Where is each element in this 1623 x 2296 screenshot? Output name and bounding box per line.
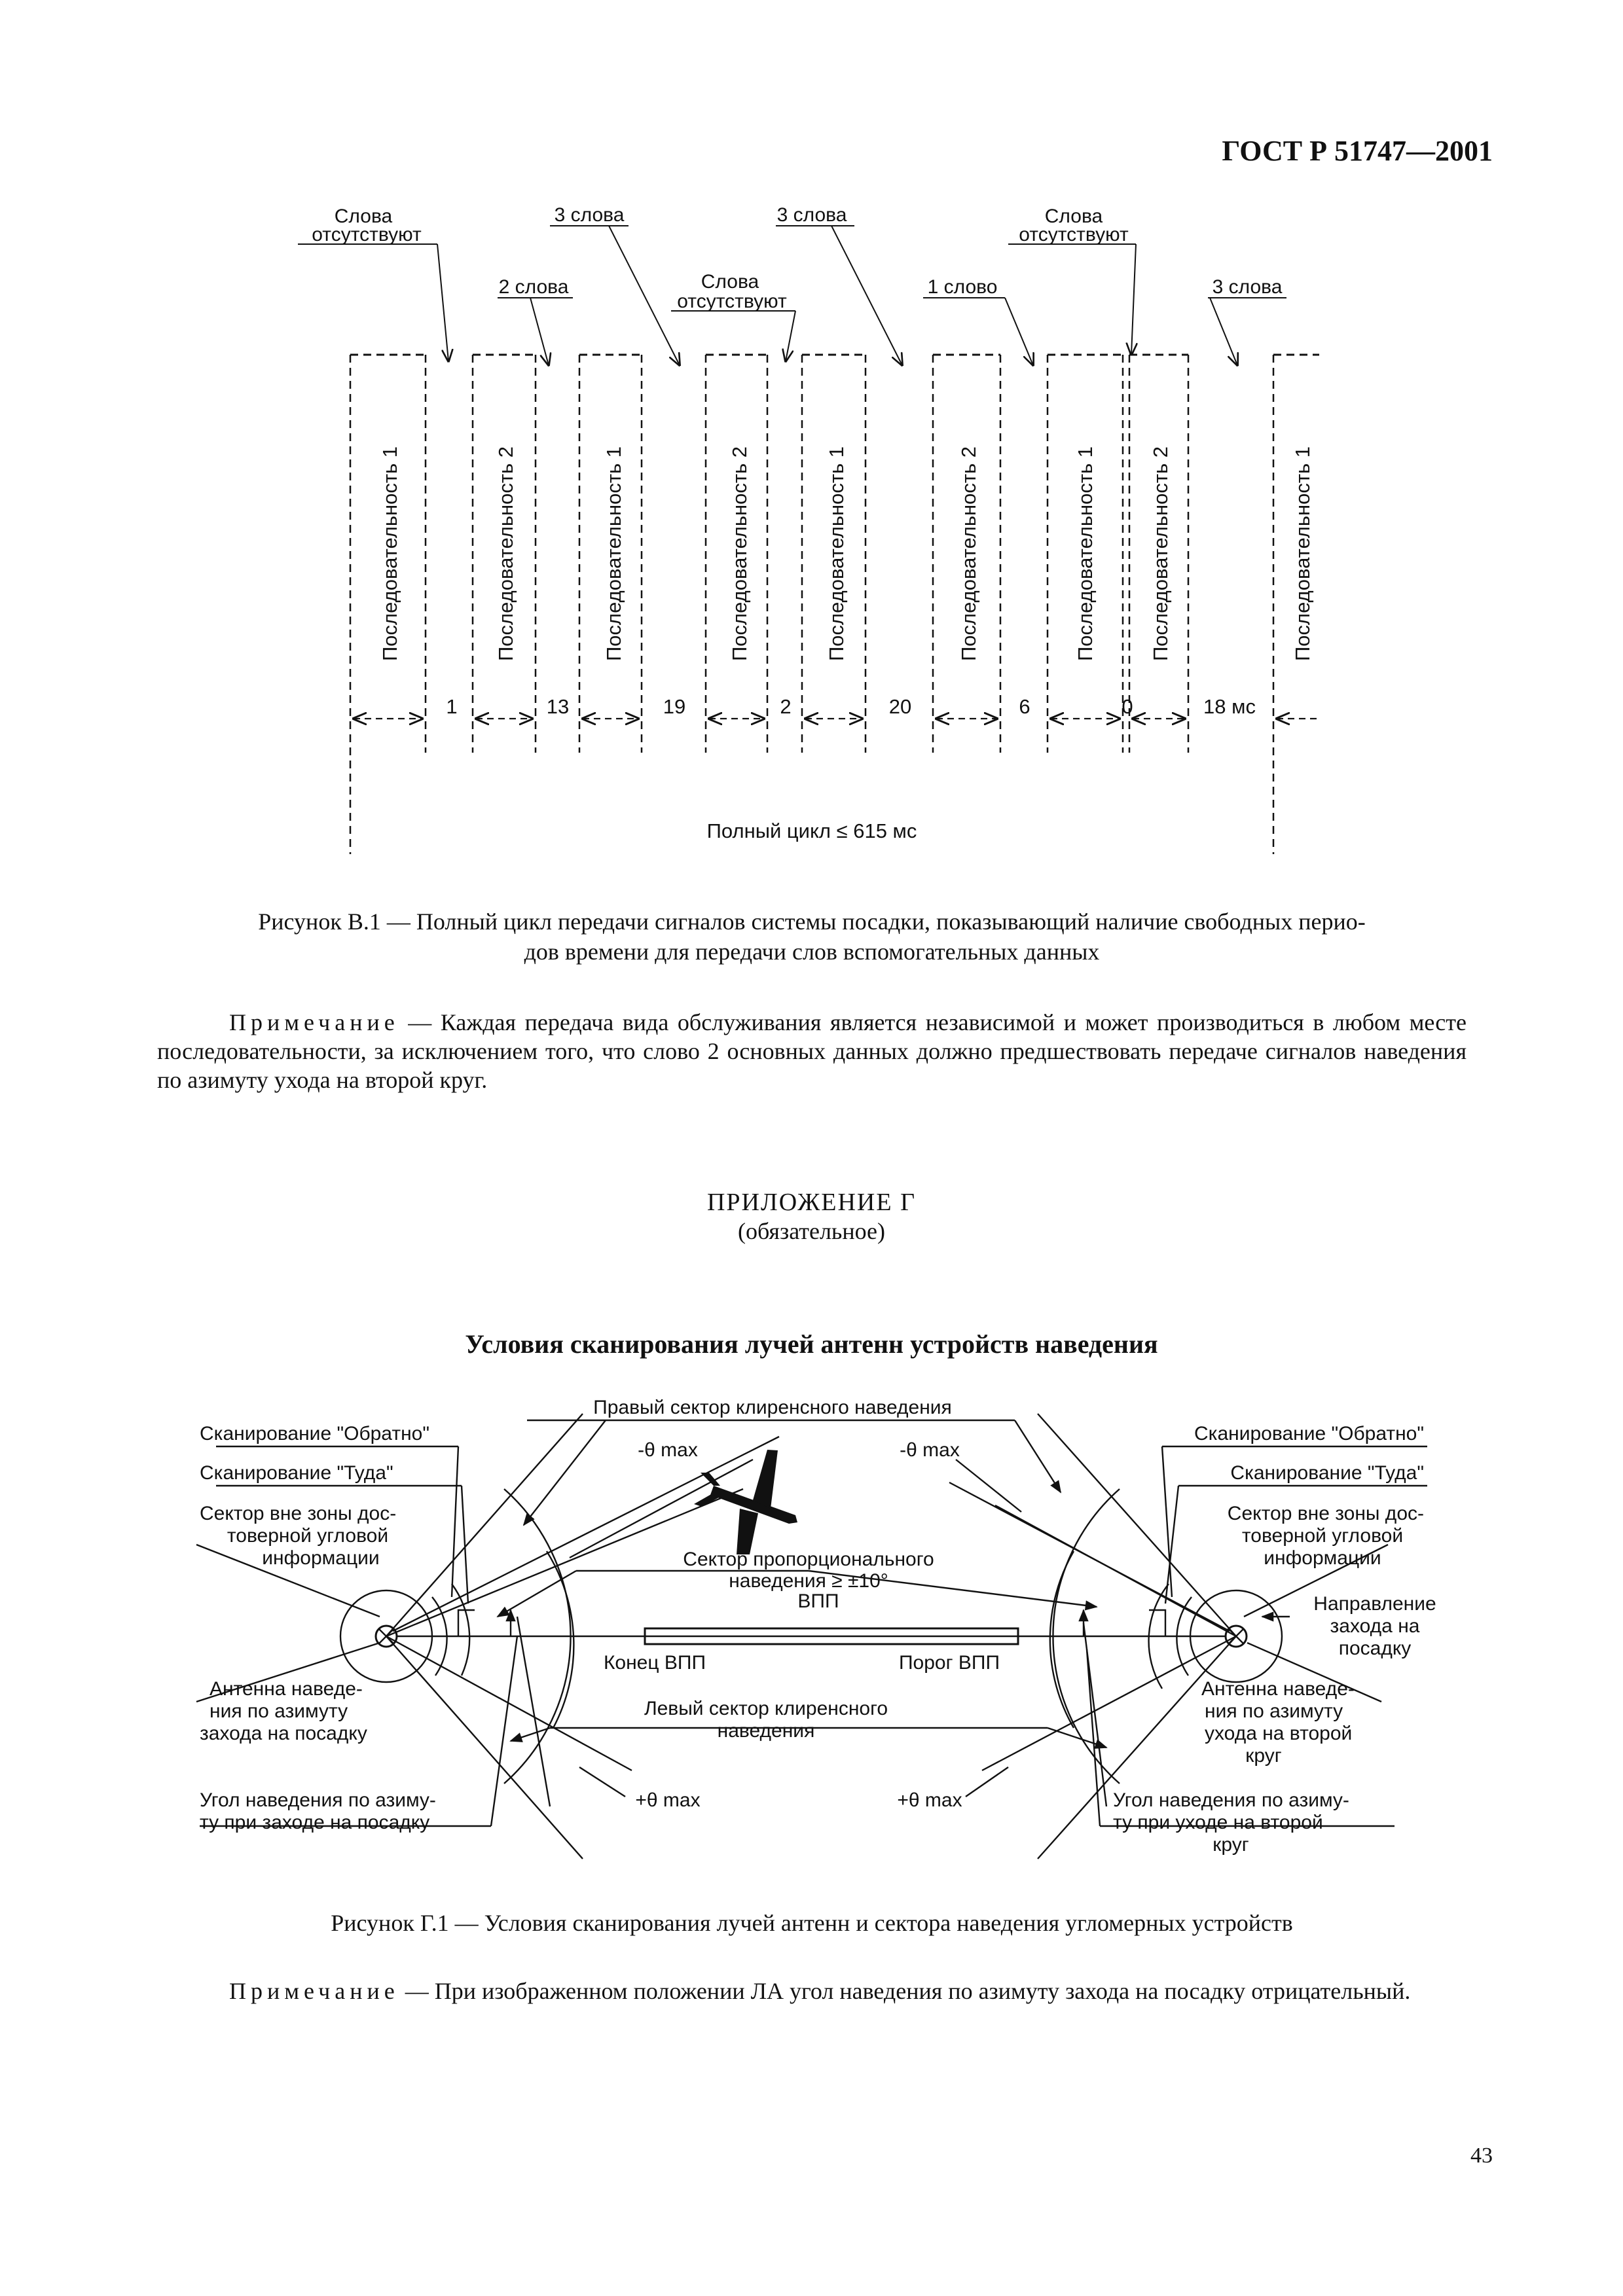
- sequence-label: Последовательность 2: [1149, 446, 1172, 661]
- aircraft-icon: [694, 1450, 797, 1554]
- right-angle-line1: Угол наведения по азиму-: [1113, 1789, 1349, 1811]
- right-scan-back: Сканирование "Обратно": [1194, 1423, 1424, 1444]
- appendix-heading: Условия сканирования лучей антенн устройств наведения: [465, 1329, 1158, 1359]
- label-no-words-1: Слова: [334, 206, 393, 227]
- label-no-words-3b: отсутствуют: [1019, 224, 1129, 245]
- label-no-words-1b: отсутствуют: [312, 224, 422, 245]
- right-direction-line1: Направление: [1313, 1593, 1436, 1615]
- sequence-label: Последовательность 2: [494, 446, 517, 661]
- right-antenna-line2: ния по азимуту: [1205, 1700, 1343, 1722]
- bottom-sector-line1: Левый сектор клиренсного: [644, 1698, 888, 1719]
- appendix-subtitle: (обязательное): [738, 1218, 885, 1244]
- label-no-words-2b: отсутствуют: [677, 291, 787, 312]
- prop-sector-line2: наведения ≥ ±10°: [729, 1570, 888, 1592]
- label-3-words-2: 3 слова: [776, 204, 847, 226]
- sequence-label: Последовательность 1: [378, 446, 401, 661]
- appendix-title: ПРИЛОЖЕНИЕ Г: [706, 1189, 917, 1216]
- label-1-word: 1 слово: [927, 276, 998, 298]
- label-2-words: 2 слова: [498, 276, 569, 298]
- right-antenna-line1: Антенна наведе-: [1201, 1678, 1355, 1700]
- document-header-standard: ГОСТ Р 51747—2001: [1222, 135, 1493, 167]
- left-scan-forward: Сканирование "Туда": [200, 1462, 393, 1484]
- page-number: 43: [1470, 2144, 1493, 2168]
- gap-value: 19: [663, 695, 686, 718]
- top-sector-label: Правый сектор клиренсного наведения: [593, 1397, 952, 1418]
- gap-value: 6: [1019, 695, 1030, 718]
- right-angle-line3: круг: [1213, 1834, 1249, 1856]
- left-scan-back: Сканирование "Обратно": [200, 1423, 429, 1444]
- runway-end-label: Конец ВПП: [603, 1652, 706, 1674]
- right-sector-line3: информации: [1264, 1547, 1381, 1569]
- runway-label: ВПП: [797, 1590, 839, 1612]
- left-sector-line1: Сектор вне зоны дос-: [200, 1503, 397, 1524]
- gap-value: 1: [446, 695, 458, 718]
- label-no-words-3: Слова: [1044, 206, 1103, 227]
- note-1-text: — Каждая передача вида обслуживания является независимой и может производиться в любом месте последовательности, за исключением того, что слово 2 основных данных должно предшествовать передаче сигналов наведения по азимуту ухода на второй круг.: [157, 1009, 1467, 1093]
- left-antenna-line2: ния по азимуту: [210, 1700, 348, 1722]
- left-sector-line2: товерной угловой: [227, 1525, 389, 1547]
- gap-value: 20: [888, 695, 912, 718]
- note-2: [157, 1977, 1467, 2005]
- left-angle-line1: Угол наведения по азиму-: [200, 1789, 436, 1811]
- right-sector-line1: Сектор вне зоны дос-: [1227, 1503, 1424, 1524]
- left-antenna-line1: Антенна наведе-: [210, 1678, 363, 1700]
- right-antenna-line3: ухода на второй: [1205, 1723, 1353, 1744]
- total-cycle-label: Полный цикл ≤ 615 мс: [706, 819, 917, 842]
- left-antenna-line3: захода на посадку: [200, 1723, 367, 1744]
- figure-v1-timing-diagram: [0, 190, 1623, 884]
- figure-g1-caption: Рисунок Г.1 — Условия сканирования лучей антенн и сектора наведения угломерных устройств: [331, 1910, 1293, 1936]
- figure-v1-caption-line1: Рисунок В.1 — Полный цикл передачи сигналов системы посадки, показывающий наличие свободных перио-: [258, 908, 1366, 935]
- right-angle-line2: ту при уходе на второй: [1113, 1812, 1323, 1833]
- sequence-label: Последовательность 2: [728, 446, 751, 661]
- bottom-sector-line2: наведения: [717, 1720, 815, 1742]
- minus-theta-right: -θ max: [900, 1439, 960, 1461]
- gap-value: 2: [780, 695, 792, 718]
- gap-value: 18 мс: [1203, 695, 1256, 718]
- figure-v1-caption: [170, 906, 1453, 967]
- label-3-words-3: 3 слова: [1212, 276, 1283, 298]
- right-direction-line2: захода на: [1330, 1615, 1420, 1637]
- runway-threshold-label: Порог ВПП: [898, 1652, 1000, 1674]
- note-2-text: — При изображенном положении ЛА угол наведения по азимуту захода на посадку отрицательный.: [399, 1978, 1411, 2004]
- note-1-label: Примечание: [229, 1009, 399, 1035]
- prop-sector-line1: Сектор пропорционального: [683, 1549, 934, 1570]
- left-sector-line3: информации: [262, 1547, 380, 1569]
- sequence-label: Последовательность 1: [1074, 446, 1097, 661]
- gap-value: 13: [546, 695, 570, 718]
- plus-theta-right: +θ max: [897, 1789, 962, 1811]
- right-antenna-line4: круг: [1245, 1745, 1282, 1767]
- figure-g1-scan-diagram: [0, 1381, 1623, 1892]
- label-3-words-1: 3 слова: [554, 204, 625, 226]
- gap-value: 0: [1122, 695, 1133, 718]
- note-2-label: Примечание: [229, 1978, 399, 2004]
- plus-theta-left: +θ max: [635, 1789, 701, 1811]
- right-direction-line3: посадку: [1338, 1638, 1412, 1659]
- left-angle-line2: ту при заходе на посадку: [200, 1812, 430, 1833]
- right-sector-line2: товерной угловой: [1241, 1525, 1404, 1547]
- label-no-words-2: Слова: [701, 271, 759, 293]
- sequence-label: Последовательность 1: [1291, 446, 1314, 661]
- sequence-label: Последовательность 1: [825, 446, 848, 661]
- sequence-label: Последовательность 2: [957, 446, 980, 661]
- note-1: [157, 1008, 1467, 1094]
- right-scan-forward: Сканирование "Туда": [1230, 1462, 1424, 1484]
- sequence-label: Последовательность 1: [602, 446, 625, 661]
- figure-v1-caption-line2: дов времени для передачи слов вспомогательных данных: [524, 939, 1100, 965]
- minus-theta-left: -θ max: [638, 1439, 698, 1461]
